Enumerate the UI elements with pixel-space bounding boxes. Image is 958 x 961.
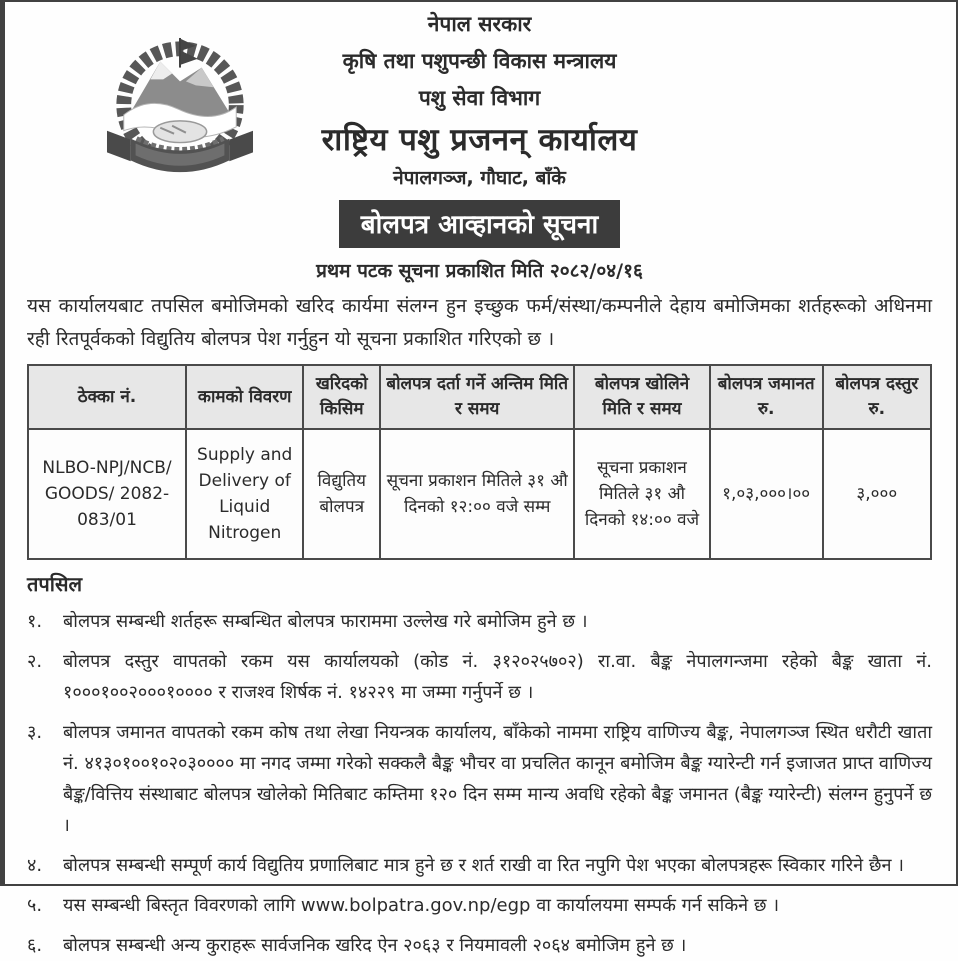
tender-table xyxy=(27,364,932,560)
notice-banner-title: बोलपत्र आव्हानको सूचना xyxy=(339,200,620,248)
nepal-emblem-icon xyxy=(91,36,269,184)
cell-bid-security: १,०३,०००।०० xyxy=(710,429,823,559)
header-bid-fee: बोलपत्र दस्तुर रु. xyxy=(823,365,931,429)
header-address-line: नेपालगञ्ज, गौघाट, बाँके xyxy=(393,167,566,189)
list-item xyxy=(27,850,932,881)
header-government-line: नेपाल सरकार xyxy=(427,12,532,36)
header-ministry-line: कृषि तथा पशुपन्छी विकास मन्त्रालय xyxy=(342,49,617,73)
list-item-number: १. xyxy=(27,611,43,632)
cell-bid-fee: ३,००० xyxy=(823,429,931,559)
list-item-text: बोलपत्र सम्बन्धी शर्तहरू सम्बन्धित बोलपत्र फाराममा उल्लेख गरे बमोजिम हुने छ । xyxy=(63,611,588,632)
list-item xyxy=(27,606,932,637)
header-contract-no: ठेक्का नं. xyxy=(28,365,186,429)
header-procurement-type: खरिदको किसिम xyxy=(303,365,380,429)
cell-procurement-type: विद्युतिय बोलपत्र xyxy=(303,429,380,559)
list-item-text: यस सम्बन्धी बिस्तृत विवरणको लागि www.bolpatra.gov.np/egp वा कार्यालयमा सम्पर्क गर्न सकिने छ । xyxy=(63,895,780,916)
list-item xyxy=(27,717,932,841)
list-item-number: ३. xyxy=(27,722,43,743)
list-item-text: बोलपत्र सम्बन्धी सम्पूर्ण कार्य विद्युतिय प्रणालिबाट मात्र हुने छ र शर्त राखी वा रित नपुगि पेश भएका बोलपत्रहरू स्विकार गरिने छैन । xyxy=(63,855,904,876)
header-last-date: बोलपत्र दर्ता गर्ने अन्तिम मिति र समय xyxy=(380,365,574,429)
header-opening-date: बोलपत्र खोलिने मिति र समय xyxy=(574,365,709,429)
tender-notice-document xyxy=(5,2,956,956)
details-heading: तपसिल xyxy=(27,572,83,596)
intro-paragraph: यस कार्यालयबाट तपसिल बमोजिमको खरिद कार्यमा संलग्न हुन इच्छुक फर्म/संस्था/कम्पनीले देहाय बमोजिमका शर्तहरूको अधिनमा रही रितपूर्वकको विद्युतिय बोलपत्र पेश गर्नुहुन यो सूचना प्रकाशित गरिएको छ । xyxy=(27,295,932,350)
banner-row xyxy=(27,200,932,248)
cell-last-date: सूचना प्रकाशन मितिले ३१ औ दिनको १२:०० वजे सम्म xyxy=(380,429,574,559)
list-item-text: बोलपत्र सम्बन्धी अन्य कुराहरू सार्वजनिक खरिद ऐन २०६३ र नियमावली २०६४ बमोजिम हुने छ । xyxy=(63,935,687,956)
list-item-text: बोलपत्र दस्तुर वापतको रकम यस कार्यालयको (कोड नं. ३१२०२५७०२) रा.वा. बैङ्क नेपालगन्जमा रहेको बैङ्क खाता नं. १०००१००२०००१०००० र राजश्व शिर्षक नं. १४२२९ मा जम्मा गर्नुपर्ने छ । xyxy=(63,651,932,703)
list-item xyxy=(27,890,932,921)
document-header xyxy=(27,8,932,190)
list-item-text: बोलपत्र जमानत वापतको रकम कोष तथा लेखा नियन्त्रक कार्यालय, बाँकेको नाममा राष्ट्रिय वाणिज्य बैङ्क, नेपालगञ्ज स्थित धरौटी खाता नं. ४१३०१००१०२०३०००० मा नगद जम्मा गरेको सक्कलै बैङ्क भौचर वा प्रचलित कानून बमोजिम बैङ्क ग्यारेन्टी गर्न इजाजत प्राप्त वाणिज्य बैङ्क/वित्तिय संस्थाबाट बोलपत्र खोलेको मितिबाट कम्तिमा १२० दिन सम्म मान्य अवधि रहेको बैङ्क जमानत (बैङ्क ग्यारेन्टी) संलग्न हुनुपर्ने छ । xyxy=(63,722,932,836)
header-office-name: राष्ट्रिय पशु प्रजनन् कार्यालय xyxy=(321,122,638,158)
list-item-number: ५. xyxy=(27,895,43,916)
header-bid-security: बोलपत्र जमानत रु. xyxy=(710,365,823,429)
cell-contract-no: NLBO-NPJ/NCB/ GOODS/ 2082-083/01 xyxy=(28,429,186,559)
cell-opening-date: सूचना प्रकाशन मितिले ३१ औ दिनको १४:०० वजे xyxy=(574,429,709,559)
list-item-number: ४. xyxy=(27,855,43,876)
list-item-number: २. xyxy=(27,651,43,672)
list-item xyxy=(27,930,932,961)
terms-list xyxy=(27,606,932,961)
list-item-number: ६. xyxy=(27,935,43,956)
header-department-line: पशु सेवा विभाग xyxy=(418,86,541,110)
table-header-row xyxy=(28,365,931,429)
table-data-row xyxy=(28,429,931,559)
list-item xyxy=(27,646,932,708)
cell-work-description: Supply and Delivery of Liquid Nitrogen xyxy=(186,429,303,559)
publish-date-line: प्रथम पटक सूचना प्रकाशित मिति २०८२/०४/१६ xyxy=(316,260,643,282)
header-work-description: कामको विवरण xyxy=(186,365,303,429)
